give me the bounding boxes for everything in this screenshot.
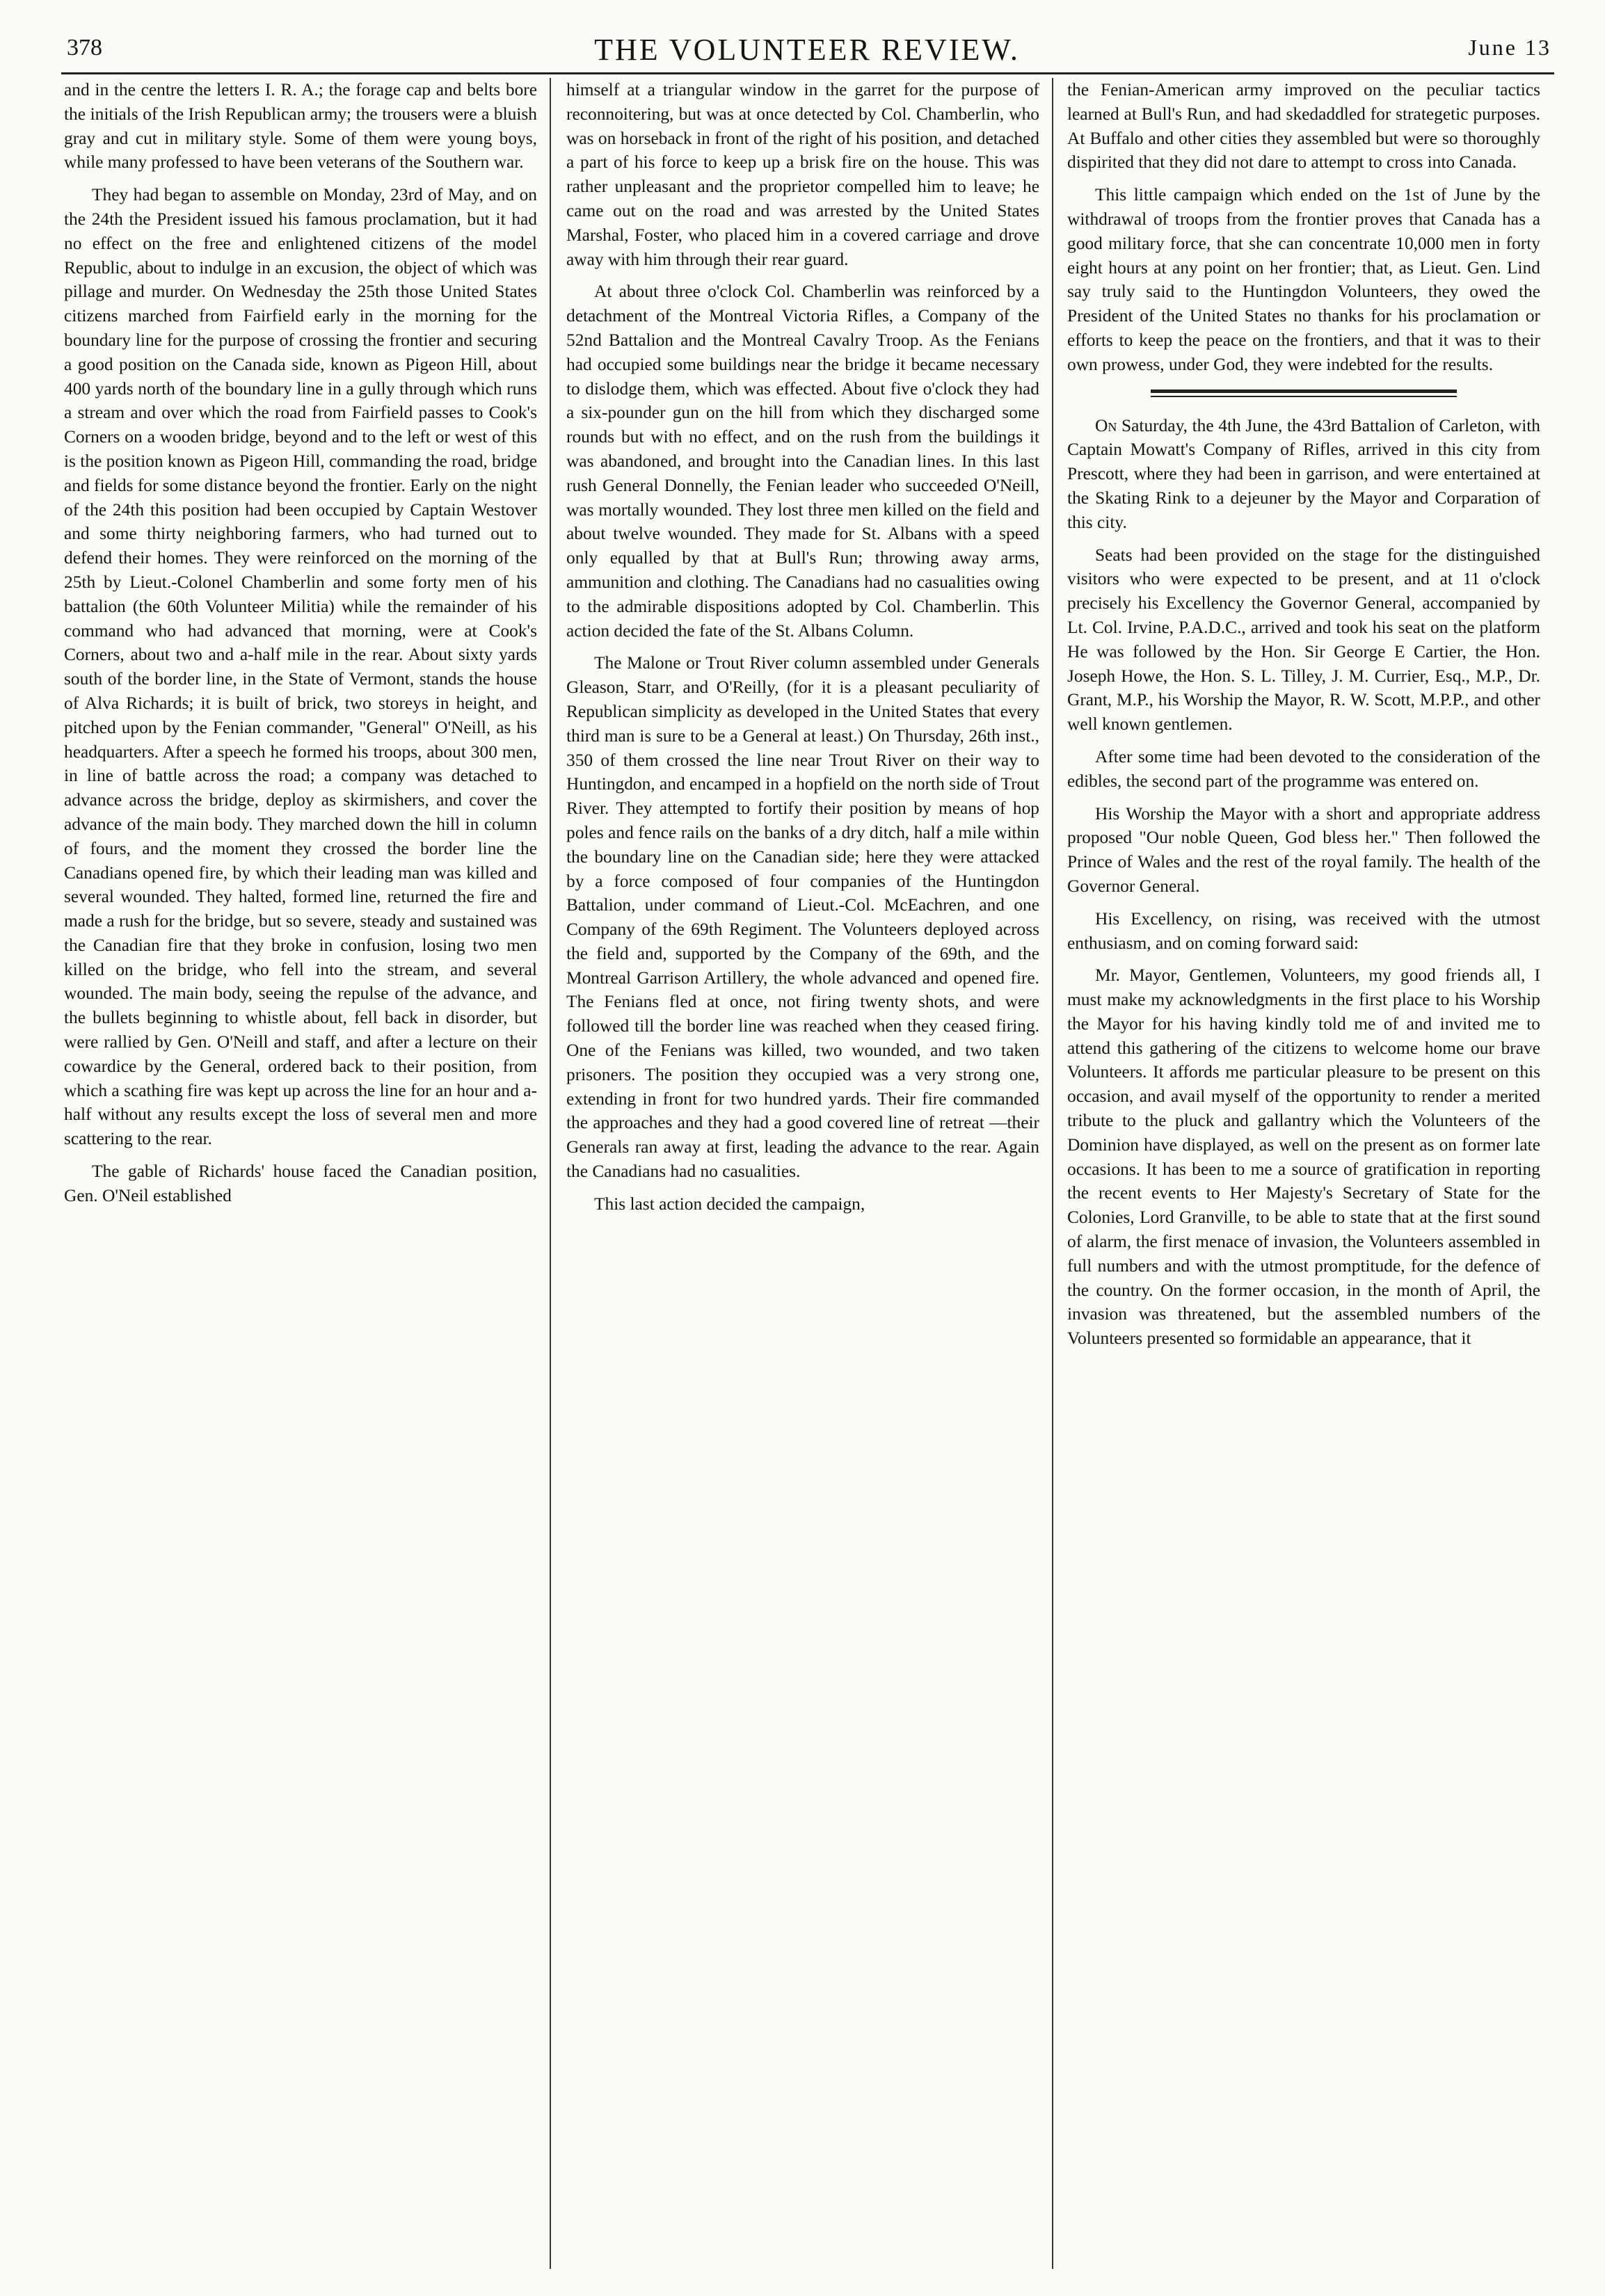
article-paragraph: himself at a triangular window in the garret for the purpose of reconnoitering, but was at once detected by Col. Chamberlin, who was on horseback in front of the right of his position, and detached a part of his force to keep up a brisk fire on the house. This was rather unpleasant and the proprietor compelled him to leave; he came out on the road and was arrested by the United States Marshal, Foster, who placed him in a covered carriage and drove away with him through their rear guard. — [566, 80, 1039, 269]
article-paragraph: Mr. Mayor, Gentlemen, Volunteers, my good friends all, I must make my acknowledgments in the first place to his Worship the Mayor for his having kindly told me of and invited me to attend this gathering of the citizens to welcome home our brave Volunteers. It affords me particular pleasure to be present on this occasion, and avail myself of the opportunity to render a merited tribute to the pluck and gallantry which the Volunteers of the Dominion have displayed, as well on the present as on former late occasions. It has been to me a source of gratification in reporting the recent events to Her Majesty's Secretary of State for the Colonies, Lord Granville, to be able to state that at the first sound of alarm, the first menace of invasion, the Volunteers assembled in full numbers and with the utmost promptitude, for the defence of the country. On the former occasion, in the month of April, the invasion was threatened, but the assembled numbers of the Volunteers presented so formidable an appearance, that it — [1067, 965, 1540, 1349]
lead-sentence: Saturday, the 4th June, the 43rd Battalion of Carleton, with Captain Mowatt's Company of Rifles, arrived in this city from Prescott, where they had been in garrison, and were entertained at the Skating Rink to a dejeuner by the Mayor and Corparation of this city. — [1067, 415, 1540, 532]
newspaper-title: THE VOLUNTEER REVIEW. — [594, 33, 1020, 67]
article-paragraph: At about three o'clock Col. Chamberlin was reinforced by a detachment of the Montreal Victoria Rifles, a Company of the 52nd Battalion and the Montreal Cavalry Troop. As the Fenians had occupied some buildings near the bridge it became necessary to dislodge them, which was effected. About five o'clock they had a six-pounder gun on the hill from which they discharged some rounds but with no effect, and on the rush from the buildings it was abandoned, and brought into the Canadian lines. In this last rush General Donnelly, the Fenian leader who succeeded O'Neill, was mortally wounded. They lost three men killed on the field and about twelve wounded. They made for St. Albans with a speed only equalled by that at Bull's Run; throwing away arms, ammunition and clothing. The Canadians had no casualities owing to the admirable dispositions adopted by Col. Chamberlin. This action decided the fate of the St. Albans Column. — [566, 282, 1039, 641]
article-paragraph: and in the centre the letters I. R. A.; the forage cap and belts bore the initials of the Irish Republican army; the trousers were a bluish gray and cut in military style. Some of them were young boys, while many professed to have been veterans of the Southern war. — [64, 80, 537, 172]
column-rule-right — [1052, 78, 1053, 2269]
article-paragraph — [1067, 414, 1540, 535]
article-paragraph: This last action decided the campaign, — [594, 1194, 865, 1214]
article-separator — [1151, 390, 1457, 397]
column-2 — [566, 78, 1039, 2269]
column-1 — [64, 78, 537, 2269]
issue-date: June 13 — [1468, 35, 1551, 60]
article-paragraph: They had began to assemble on Monday, 23rd of May, and on the 24th the President issued his famous proclamation, but it had no effect on the free and enlightened citizens of the model Republic, about to indulge in an excusion, the object of which was pillage and murder. On Wednesday the 25th those United States citizens marched from Fairfield early in the morning for the boundary line for the purpose of crossing the frontier and securing a good position on the Canada side, known as Pigeon Hill, about 400 yards north of the boundary line in a gully through which runs a stream and over which the road from Fairfield passes to Cook's Corners on a wooden bridge, beyond and to the left or west of this is the position known as Pigeon Hill, commanding the road, bridge and fields for some distance beyond the frontier. Early on the night of the 24th this position had been occupied by Captain Westover and some thirty neighboring farmers, who had turned out to defend their homes. They were reinforced on the morning of the 25th by Lieut.-Colonel Chamberlin and some forty men of his battalion (the 60th Volunteer Militia) while the remainder of his command who had advanced that morning, were at Cook's Corners, about two and a-half mile in the rear. About sixty yards south of the border line, in the State of Vermont, stands the house of Alva Richards; it is built of brick, two storeys in height, and pitched upon by the Fenian commander, "General" O'Neill, as his headquarters. After a speech he formed his troops, about 300 men, in line of battle across the road; a company was detached to advance across the bridge, deploy as skirmishers, and cover the advance of the main body. They marched down the hill in column of fours, and the moment they crossed the border line the Canadians opened fire, by which their leading man was killed and several wounded. They halted, formed line, returned the fire and made a rush for the bridge, but so severe, steady and sustained was the Canadian fire that they broke in confusion, losing two men killed on the bridge, who fell into the stream, and several wounded. The main body, seeing the repulse of the advance, and the bullets beginning to whistle about, fell back in disorder, but were rallied by Gen. O'Neill and staff, and after a lecture on their cowardice by the General, ordered back to their position, from which a scathing fire was kept up across the line for an hour and a-half without any results except the loss of several men and more scattering to the rear. — [64, 185, 537, 1149]
article-paragraph: The Malone or Trout River column assembled under Generals Gleason, Starr, and O'Reilly, (for it is a pleasant peculiarity of Republican simplicity as developed in the United States that every third man is sure to be a General at least.) On Thursday, 26th inst., 350 of them crossed the line near Trout River on their way to Huntingdon, and encamped in a hopfield on the north side of Trout River. They attempted to fortify their position by means of hop poles and fence rails on the banks of a dry ditch, half a mile within the boundary line on the Canadian side; here they were attacked by a force composed of four companies of the Huntingdon Battalion, under command of Lieut.-Col. McEachren, and one Company of the 69th Regiment. The Volunteers deployed across the field and, supported by the Company of the 69th, and the Montreal Garrison Artillery, the whole advanced and opened fire. The Fenians fled at once, not firing twenty shots, and were followed till the border line was reached when they ceased firing. One of the Fenians was killed, two wounded, and two taken prisoners. The position they occupied was a very strong one, extending in front for two hundred yards. Their fire commanded the approaches and they had a good covered line of retreat —their Generals ran away at first, leading the advance to the rear. Again the Canadians had no casualities. — [566, 653, 1039, 1182]
article-paragraph: His Excellency, on rising, was received with the utmost enthusiasm, and on coming forward said: — [1067, 908, 1540, 953]
article-paragraph: Seats had been provided on the stage for the distinguished visitors who were expected to be present, and at 11 o'clock precisely his Excellency the Governor General, accompanied by Lt. Col. Irvine, P.A.D.C., arrived and took his seat on the platform He was followed by the Hon. Sir George E Cartier, the Hon. Joseph Howe, the Hon. S. L. Tilley, J. M. Currier, Esq., M.P., Dr. Grant, M.P., his Worship the Mayor, R. W. Scott, M.P.P., and other well known gentlemen. — [1067, 545, 1540, 734]
page-number: 378 — [67, 35, 102, 61]
article-paragraph: The gable of Richards' house faced the Canadian position, Gen. O'Neil established — [64, 1162, 537, 1205]
column-3 — [1067, 78, 1540, 2269]
column-rule-left — [550, 78, 551, 2269]
lead-word: On — [1095, 415, 1117, 435]
page-header — [63, 32, 1551, 67]
article-paragraph: His Worship the Mayor with a short and appropriate address proposed "Our noble Queen, God bless her." Then followed the Prince of Wales and the rest of the royal family. The health of the Governor General. — [1067, 803, 1540, 896]
article-paragraph: After some time had been devoted to the consideration of the edibles, the second part of the programme was entered on. — [1067, 746, 1540, 791]
article-paragraph: This little campaign which ended on the 1st of June by the withdrawal of troops from the frontier proves that Canada has a good military force, that she can concentrate 10,000 men in forty eight hours at any point on her frontier; that, as Lieut. Gen. Lind say truly said to the Huntingdon Volunteers, they owed the President of the United States no thanks for his proclamation or efforts to keep the peace on the frontiers, and that it was to their own prowess, under God, they were indebted for the results. — [1067, 185, 1540, 374]
header-rule — [61, 72, 1554, 74]
article-paragraph: the Fenian-American army improved on the peculiar tactics learned at Bull's Run, and had skedaddled for strategetic purposes. At Buffalo and other cities they assembled but were so thoroughly dispirited that they did not dare to attempt to cross into Canada. — [1067, 80, 1540, 172]
